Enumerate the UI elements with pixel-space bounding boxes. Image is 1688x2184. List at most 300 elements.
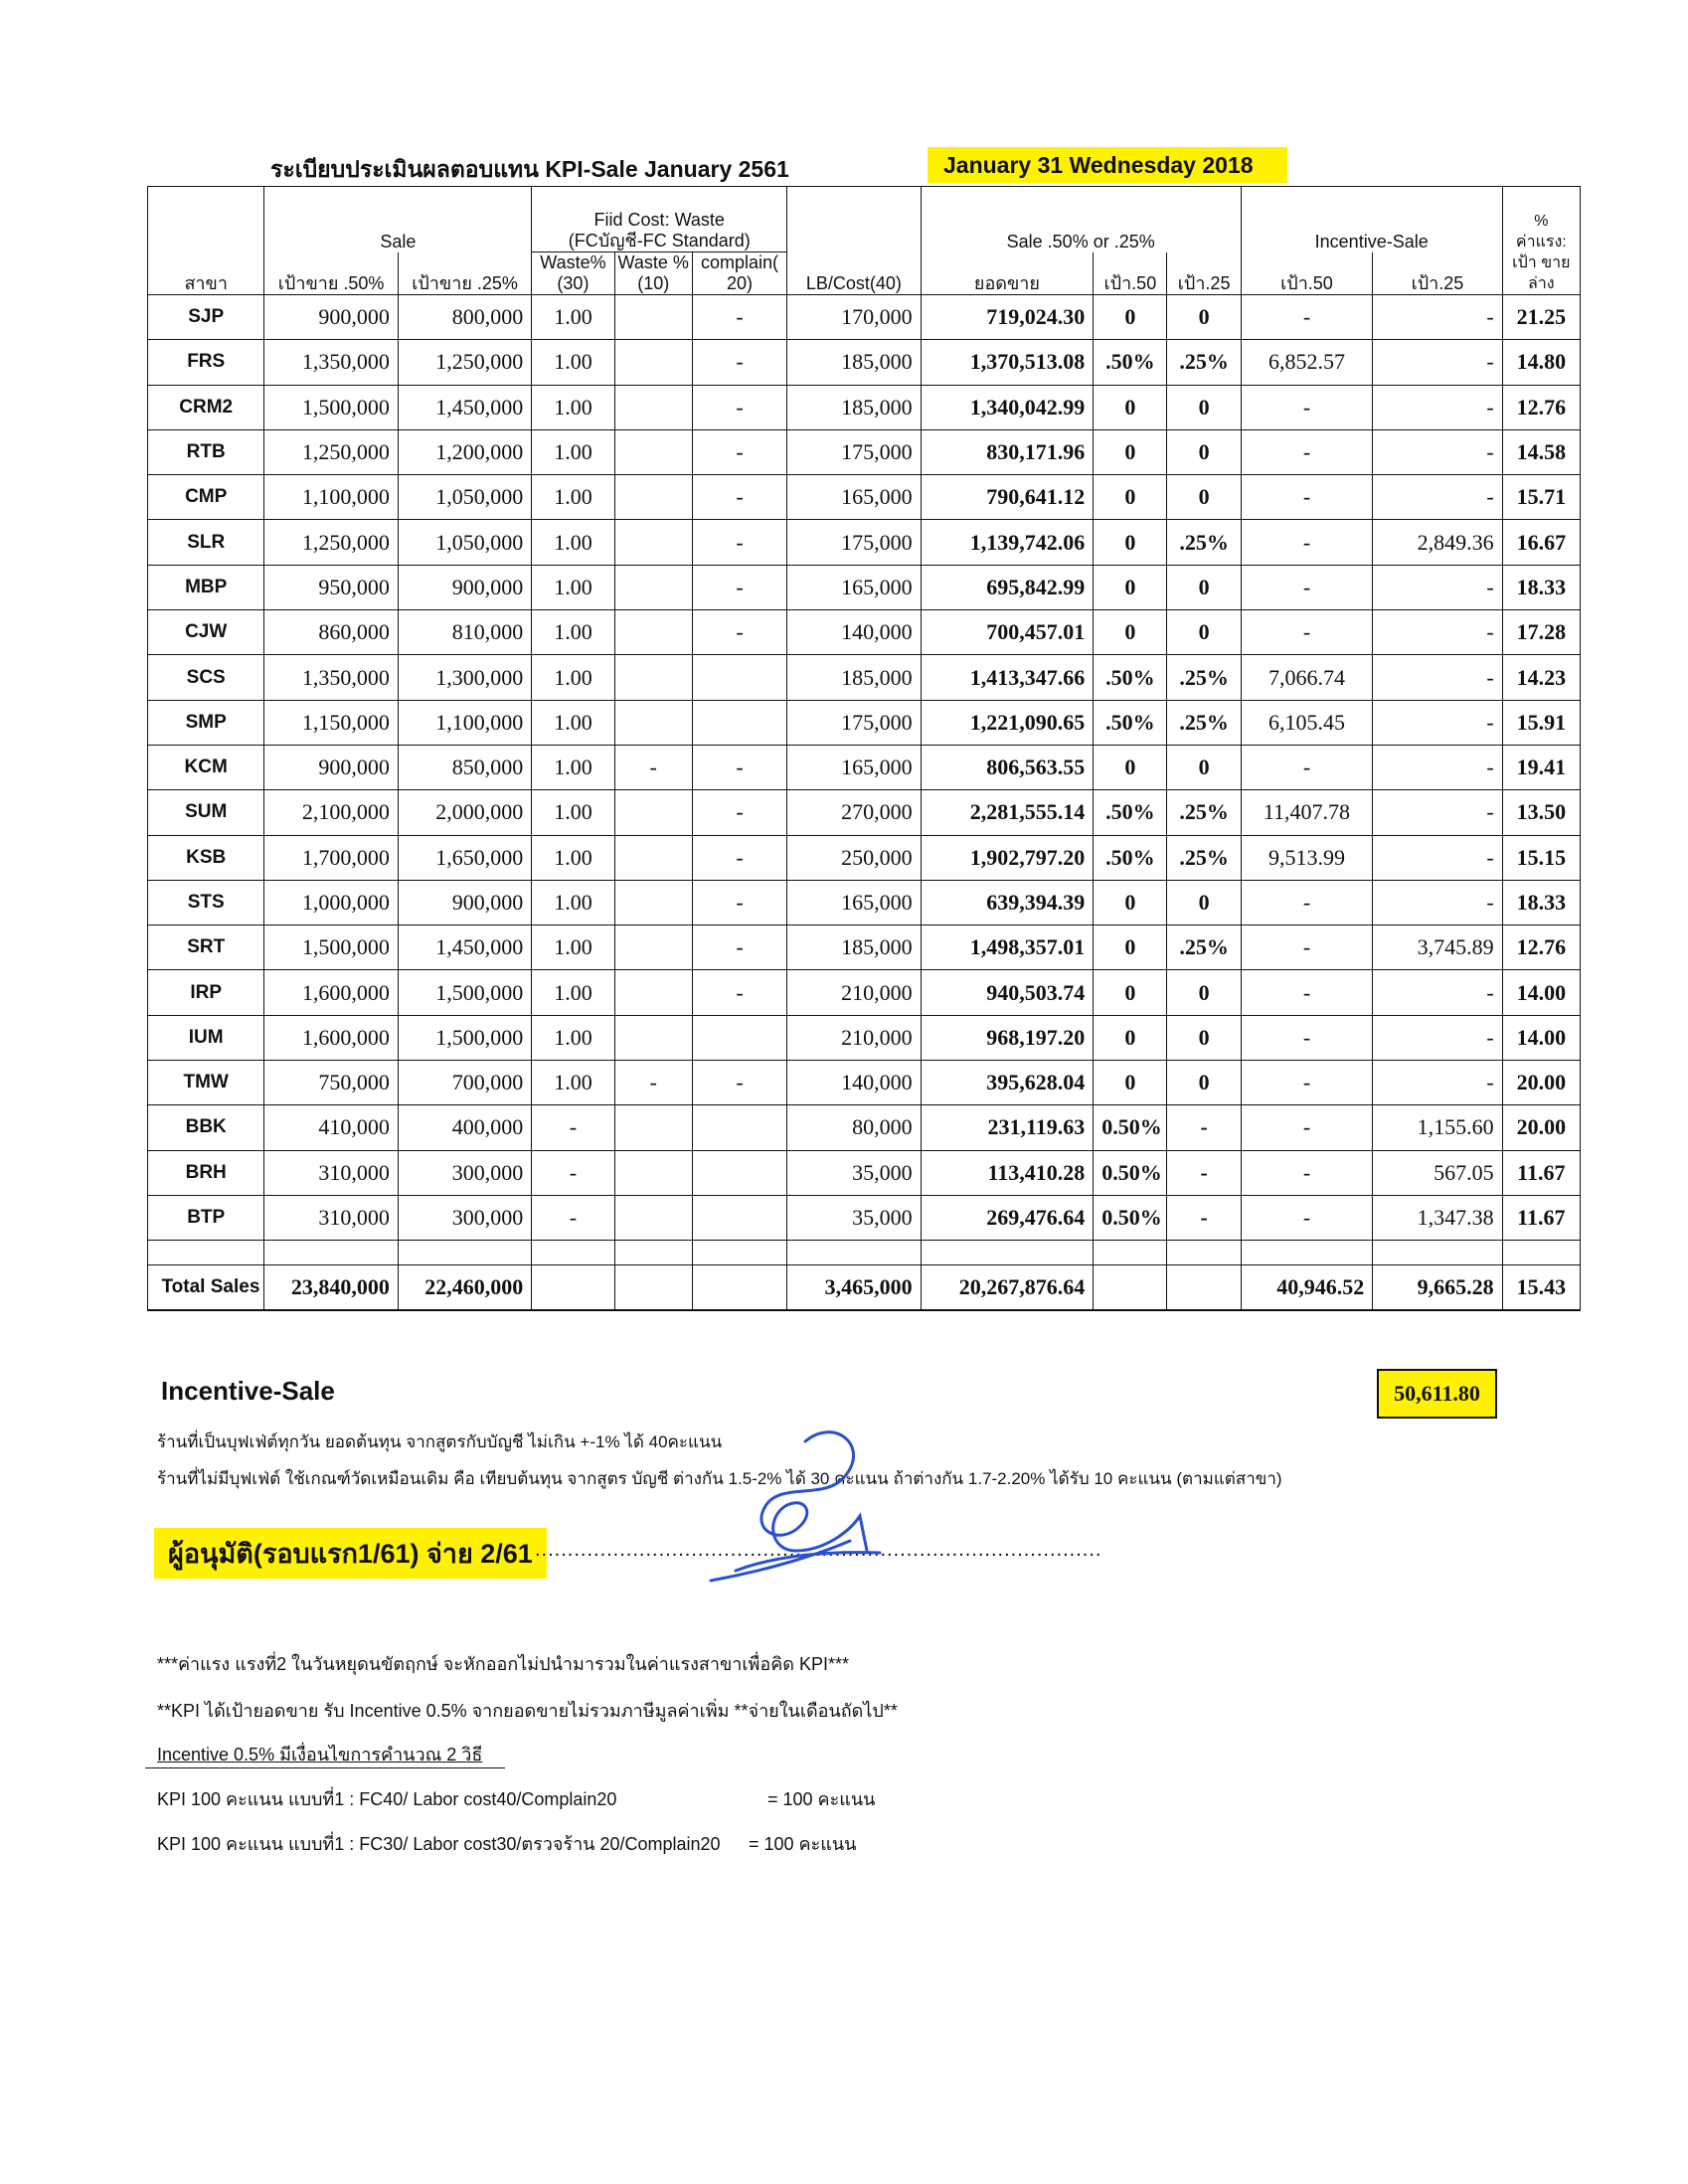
labor-pct-cell: 20.00	[1502, 1105, 1580, 1150]
p25-cell: 0	[1167, 1061, 1241, 1105]
labor-pct-cell: 14.58	[1502, 429, 1580, 474]
col-target50: เป้าขาย .50%	[264, 252, 398, 295]
total-row	[148, 1265, 1581, 1311]
p50-cell: 0.50%	[1094, 1105, 1167, 1150]
waste10-cell	[614, 835, 692, 880]
total-t25-cell: 22,460,000	[398, 1265, 531, 1311]
complain-cell: -	[692, 565, 786, 609]
sales-cell: 2,281,555.14	[921, 790, 1094, 835]
kpi-table	[147, 186, 1581, 1311]
complain-cell	[692, 655, 786, 700]
inc50-cell: -	[1241, 1105, 1372, 1150]
p50-cell: .50%	[1094, 655, 1167, 700]
target25-cell: 900,000	[398, 565, 531, 609]
empty-cell	[1502, 1241, 1580, 1265]
waste10-cell	[614, 970, 692, 1015]
table-row	[148, 835, 1581, 880]
p25-cell: 0	[1167, 745, 1241, 789]
col-labor-pct: % ค่าแรง: เป้า ขายล่าง	[1502, 187, 1580, 295]
inc25-cell: -	[1373, 429, 1502, 474]
waste30-cell: 1.00	[532, 880, 614, 924]
inc50-cell: -	[1241, 745, 1372, 789]
total-empty-cell	[532, 1265, 614, 1311]
target50-cell: 1,100,000	[264, 475, 398, 520]
waste10-cell	[614, 295, 692, 340]
branch-cell: RTB	[148, 429, 264, 474]
incentive-label: Incentive-Sale	[161, 1376, 335, 1406]
lbcost-cell: 175,000	[787, 429, 921, 474]
col-p50: เป้า.50	[1094, 252, 1167, 295]
waste10-cell: -	[614, 745, 692, 789]
col-fc-group: Fiid Cost: Waste (FCบัญชี-FC Standard)	[532, 187, 787, 252]
target25-cell: 1,500,000	[398, 970, 531, 1015]
table-row	[148, 520, 1581, 565]
table-row	[148, 340, 1581, 385]
labor-pct-cell: 14.80	[1502, 340, 1580, 385]
branch-cell: KCM	[148, 745, 264, 789]
lbcost-cell: 80,000	[787, 1105, 921, 1150]
kpi-formula-1-result: = 100 คะแนน	[767, 1789, 876, 1809]
empty-cell	[1373, 1241, 1502, 1265]
complain-cell	[692, 1105, 786, 1150]
waste10-cell	[614, 610, 692, 655]
waste10-cell	[614, 475, 692, 520]
inc25-cell: -	[1373, 610, 1502, 655]
lbcost-cell: 250,000	[787, 835, 921, 880]
table-row	[148, 295, 1581, 340]
table-row	[148, 655, 1581, 700]
waste10-cell	[614, 925, 692, 970]
table-row	[148, 610, 1581, 655]
target25-cell: 1,050,000	[398, 520, 531, 565]
target50-cell: 1,250,000	[264, 520, 398, 565]
inc25-cell: 1,155.60	[1373, 1105, 1502, 1150]
waste30-cell: 1.00	[532, 700, 614, 745]
target50-cell: 310,000	[264, 1195, 398, 1240]
branch-cell: SJP	[148, 295, 264, 340]
p50-cell: 0	[1094, 1061, 1167, 1105]
lbcost-cell: 165,000	[787, 745, 921, 789]
waste30-cell: 1.00	[532, 835, 614, 880]
inc50-cell: -	[1241, 475, 1372, 520]
target25-cell: 1,500,000	[398, 1015, 531, 1060]
target25-cell: 1,650,000	[398, 835, 531, 880]
col-p25: เป้า.25	[1167, 252, 1241, 295]
target50-cell: 1,150,000	[264, 700, 398, 745]
sales-cell: 695,842.99	[921, 565, 1094, 609]
sales-cell: 968,197.20	[921, 1015, 1094, 1060]
labor-pct-cell: 15.91	[1502, 700, 1580, 745]
target25-cell: 810,000	[398, 610, 531, 655]
branch-cell: STS	[148, 880, 264, 924]
total-empty-cell	[1167, 1265, 1241, 1311]
waste10-cell	[614, 880, 692, 924]
sales-cell: 1,139,742.06	[921, 520, 1094, 565]
waste30-cell: 1.00	[532, 295, 614, 340]
waste10-cell	[614, 1015, 692, 1060]
p25-cell: 0	[1167, 1015, 1241, 1060]
target50-cell: 1,500,000	[264, 925, 398, 970]
branch-cell: BRH	[148, 1150, 264, 1195]
branch-cell: CMP	[148, 475, 264, 520]
target25-cell: 1,300,000	[398, 655, 531, 700]
complain-cell	[692, 1015, 786, 1060]
inc25-cell: 1,347.38	[1373, 1195, 1502, 1240]
lbcost-cell: 175,000	[787, 700, 921, 745]
inc25-cell: -	[1373, 970, 1502, 1015]
waste10-cell: -	[614, 1061, 692, 1105]
target25-cell: 1,100,000	[398, 700, 531, 745]
inc50-cell: -	[1241, 970, 1372, 1015]
waste30-cell: 1.00	[532, 340, 614, 385]
inc25-cell: -	[1373, 745, 1502, 789]
inc25-cell: -	[1373, 790, 1502, 835]
p50-cell: 0	[1094, 429, 1167, 474]
target50-cell: 750,000	[264, 1061, 398, 1105]
table-row	[148, 790, 1581, 835]
kpi-formula-2: KPI 100 คะแนน แบบที่1 : FC30/ Labor cost30/ตรวจร้าน 20/Complain20	[157, 1834, 721, 1854]
empty-cell	[787, 1241, 921, 1265]
lbcost-cell: 35,000	[787, 1150, 921, 1195]
branch-cell: SLR	[148, 520, 264, 565]
inc50-cell: -	[1241, 429, 1372, 474]
inc25-cell: -	[1373, 835, 1502, 880]
complain-cell: -	[692, 295, 786, 340]
waste10-cell	[614, 1105, 692, 1150]
target50-cell: 1,350,000	[264, 655, 398, 700]
waste10-cell	[614, 655, 692, 700]
labor-pct-cell: 12.76	[1502, 925, 1580, 970]
empty-cell	[692, 1241, 786, 1265]
branch-cell: BTP	[148, 1195, 264, 1240]
empty-cell	[264, 1241, 398, 1265]
table-row	[148, 385, 1581, 429]
empty-cell	[1094, 1241, 1167, 1265]
sales-cell: 1,498,357.01	[921, 925, 1094, 970]
complain-cell: -	[692, 340, 786, 385]
lbcost-cell: 170,000	[787, 295, 921, 340]
target50-cell: 310,000	[264, 1150, 398, 1195]
sales-cell: 719,024.30	[921, 295, 1094, 340]
lbcost-cell: 165,000	[787, 565, 921, 609]
complain-cell: -	[692, 925, 786, 970]
table-row	[148, 925, 1581, 970]
sales-cell: 1,902,797.20	[921, 835, 1094, 880]
inc50-cell: -	[1241, 1061, 1372, 1105]
signature-line: .......................................................................................	[535, 1539, 1102, 1561]
branch-cell: SCS	[148, 655, 264, 700]
complain-cell: -	[692, 880, 786, 924]
lbcost-cell: 270,000	[787, 790, 921, 835]
total-empty-cell	[1094, 1265, 1167, 1311]
target25-cell: 1,200,000	[398, 429, 531, 474]
labor-pct-cell: 14.00	[1502, 970, 1580, 1015]
inc50-cell: -	[1241, 1150, 1372, 1195]
inc50-cell: 9,513.99	[1241, 835, 1372, 880]
complain-cell: -	[692, 429, 786, 474]
p25-cell: -	[1167, 1150, 1241, 1195]
p50-cell: 0	[1094, 385, 1167, 429]
waste30-cell: -	[532, 1195, 614, 1240]
labor-pct-cell: 17.28	[1502, 610, 1580, 655]
inc25-cell: -	[1373, 295, 1502, 340]
waste30-cell: 1.00	[532, 1015, 614, 1060]
inc25-cell: -	[1373, 1061, 1502, 1105]
sales-cell: 1,221,090.65	[921, 700, 1094, 745]
approval-label: ผู้อนุมัติ(รอบแรก1/61) จ่าย 2/61	[154, 1528, 547, 1579]
branch-cell: SUM	[148, 790, 264, 835]
target25-cell: 900,000	[398, 880, 531, 924]
complain-cell	[692, 1195, 786, 1240]
table-row	[148, 1061, 1581, 1105]
branch-cell: SRT	[148, 925, 264, 970]
target25-cell: 400,000	[398, 1105, 531, 1150]
p50-cell: 0	[1094, 565, 1167, 609]
sales-cell: 269,476.64	[921, 1195, 1094, 1240]
col-complain20: complain( 20)	[692, 252, 786, 295]
total-pct-cell: 15.43	[1502, 1265, 1580, 1311]
target50-cell: 1,600,000	[264, 1015, 398, 1060]
inc50-cell: -	[1241, 385, 1372, 429]
table-row	[148, 1195, 1581, 1240]
inc25-cell: -	[1373, 655, 1502, 700]
p50-cell: 0	[1094, 520, 1167, 565]
labor-pct-cell: 15.71	[1502, 475, 1580, 520]
kpi-formula-2-result: = 100 คะแนน	[749, 1834, 857, 1854]
labor-pct-cell: 15.15	[1502, 835, 1580, 880]
p25-cell: 0	[1167, 429, 1241, 474]
target25-cell: 700,000	[398, 1061, 531, 1105]
complain-cell: -	[692, 835, 786, 880]
p50-cell: 0	[1094, 745, 1167, 789]
inc50-cell: -	[1241, 1195, 1372, 1240]
lbcost-cell: 35,000	[787, 1195, 921, 1240]
p25-cell: .25%	[1167, 700, 1241, 745]
table-row	[148, 700, 1581, 745]
p50-cell: .50%	[1094, 340, 1167, 385]
p25-cell: .25%	[1167, 340, 1241, 385]
lbcost-cell: 165,000	[787, 880, 921, 924]
target50-cell: 1,500,000	[264, 385, 398, 429]
total-i50-cell: 40,946.52	[1241, 1265, 1372, 1311]
target25-cell: 800,000	[398, 295, 531, 340]
p50-cell: .50%	[1094, 700, 1167, 745]
col-waste10: Waste %(10)	[614, 252, 692, 295]
table-row	[148, 429, 1581, 474]
p25-cell: 0	[1167, 565, 1241, 609]
branch-cell: IUM	[148, 1015, 264, 1060]
waste30-cell: -	[532, 1150, 614, 1195]
sales-cell: 1,340,042.99	[921, 385, 1094, 429]
total-i25-cell: 9,665.28	[1373, 1265, 1502, 1311]
p50-cell: 0	[1094, 925, 1167, 970]
sales-cell: 231,119.63	[921, 1105, 1094, 1150]
waste30-cell: 1.00	[532, 385, 614, 429]
inc25-cell: -	[1373, 475, 1502, 520]
empty-cell	[1167, 1241, 1241, 1265]
signature-scribble	[686, 1422, 885, 1600]
complain-cell: -	[692, 1061, 786, 1105]
labor-pct-cell: 11.67	[1502, 1195, 1580, 1240]
waste30-cell: 1.00	[532, 520, 614, 565]
inc25-cell: -	[1373, 1015, 1502, 1060]
p25-cell: 0	[1167, 610, 1241, 655]
table-row	[148, 565, 1581, 609]
target25-cell: 1,450,000	[398, 385, 531, 429]
inc50-cell: -	[1241, 880, 1372, 924]
branch-cell: BBK	[148, 1105, 264, 1150]
branch-cell: CRM2	[148, 385, 264, 429]
waste10-cell	[614, 565, 692, 609]
footnote-1: ***ค่าแรง แรงที่2 ในวันหยุดนขัตฤกษ์ จะหักออกไม่ปนำมารวมในค่าแรงสาขาเพื่อคิด KPI***	[157, 1654, 849, 1674]
p50-cell: 0	[1094, 475, 1167, 520]
inc25-cell: 3,745.89	[1373, 925, 1502, 970]
waste30-cell: 1.00	[532, 1061, 614, 1105]
lbcost-cell: 210,000	[787, 1015, 921, 1060]
sales-cell: 113,410.28	[921, 1150, 1094, 1195]
waste10-cell	[614, 340, 692, 385]
sales-cell: 1,370,513.08	[921, 340, 1094, 385]
waste30-cell: -	[532, 1105, 614, 1150]
total-t50-cell: 23,840,000	[264, 1265, 398, 1311]
document-title: ระเบียบประเมินผลตอบแทน KPI-Sale January 2561	[270, 156, 789, 182]
date-highlight: January 31 Wednesday 2018	[928, 147, 1287, 183]
branch-cell: CJW	[148, 610, 264, 655]
waste10-cell	[614, 429, 692, 474]
p25-cell: -	[1167, 1105, 1241, 1150]
inc50-cell: 6,105.45	[1241, 700, 1372, 745]
inc25-cell: 567.05	[1373, 1150, 1502, 1195]
target25-cell: 1,050,000	[398, 475, 531, 520]
inc50-cell: -	[1241, 565, 1372, 609]
note-line-2: ร้านที่ไม่มีบุฟเฟ่ต์ ใช้เกณฑ์วัดเหมือนเดิม คือ เทียบต้นทุน จากสูตร บัญชี ต่างกัน 1.5-2% ได้ 30 คะแนน ถ้าต่างกัน 1.7-2.20% ได้รับ 10 คะแนน (ตามแต่สาขา)	[157, 1469, 1282, 1488]
p50-cell: 0.50%	[1094, 1195, 1167, 1240]
p25-cell: .25%	[1167, 925, 1241, 970]
p25-cell: 0	[1167, 880, 1241, 924]
inc25-cell: 2,849.36	[1373, 520, 1502, 565]
table-row	[148, 1015, 1581, 1060]
lbcost-cell: 165,000	[787, 475, 921, 520]
col-branch: สาขา	[148, 187, 264, 295]
labor-pct-cell: 19.41	[1502, 745, 1580, 789]
inc25-cell: -	[1373, 880, 1502, 924]
p25-cell: .25%	[1167, 835, 1241, 880]
sales-cell: 639,394.39	[921, 880, 1094, 924]
complain-cell: -	[692, 475, 786, 520]
labor-pct-cell: 18.33	[1502, 565, 1580, 609]
complain-cell: -	[692, 385, 786, 429]
waste10-cell	[614, 1150, 692, 1195]
p50-cell: 0	[1094, 295, 1167, 340]
total-label-cell: Total Sales	[148, 1265, 264, 1311]
p50-cell: 0.50%	[1094, 1150, 1167, 1195]
inc50-cell: -	[1241, 295, 1372, 340]
total-sales-cell: 20,267,876.64	[921, 1265, 1094, 1311]
target50-cell: 950,000	[264, 565, 398, 609]
p25-cell: 0	[1167, 385, 1241, 429]
empty-cell	[1241, 1241, 1372, 1265]
p50-cell: 0	[1094, 1015, 1167, 1060]
target25-cell: 300,000	[398, 1195, 531, 1240]
inc50-cell: -	[1241, 1015, 1372, 1060]
branch-cell: SMP	[148, 700, 264, 745]
incentive-total: 50,611.80	[1377, 1369, 1497, 1419]
sales-cell: 830,171.96	[921, 429, 1094, 474]
branch-cell: IRP	[148, 970, 264, 1015]
p50-cell: 0	[1094, 880, 1167, 924]
p50-cell: .50%	[1094, 790, 1167, 835]
target50-cell: 860,000	[264, 610, 398, 655]
sales-cell: 1,413,347.66	[921, 655, 1094, 700]
inc25-cell: -	[1373, 385, 1502, 429]
footnote-2: **KPI ได้เป้ายอดขาย รับ Incentive 0.5% จากยอดขายไม่รวมภาษีมูลค่าเพิ่ม **จ่ายในเดือนถัดไป**	[157, 1701, 898, 1721]
target50-cell: 1,000,000	[264, 880, 398, 924]
complain-cell: -	[692, 520, 786, 565]
target50-cell: 2,100,000	[264, 790, 398, 835]
col-sale-pct-group: Sale .50% or .25%	[921, 187, 1241, 252]
target25-cell: 300,000	[398, 1150, 531, 1195]
table-row	[148, 970, 1581, 1015]
target50-cell: 1,700,000	[264, 835, 398, 880]
labor-pct-cell: 16.67	[1502, 520, 1580, 565]
complain-cell: -	[692, 790, 786, 835]
empty-cell	[614, 1241, 692, 1265]
waste30-cell: 1.00	[532, 970, 614, 1015]
lbcost-cell: 185,000	[787, 925, 921, 970]
col-waste30: Waste% (30)	[532, 252, 614, 295]
lbcost-cell: 175,000	[787, 520, 921, 565]
p25-cell: .25%	[1167, 520, 1241, 565]
target25-cell: 1,450,000	[398, 925, 531, 970]
waste30-cell: 1.00	[532, 429, 614, 474]
p50-cell: .50%	[1094, 835, 1167, 880]
col-sale-group: Sale	[264, 187, 532, 252]
complain-cell	[692, 1150, 786, 1195]
waste10-cell	[614, 1195, 692, 1240]
target50-cell: 410,000	[264, 1105, 398, 1150]
complain-cell: -	[692, 970, 786, 1015]
lbcost-cell: 140,000	[787, 1061, 921, 1105]
p25-cell: -	[1167, 1195, 1241, 1240]
total-lb-cell: 3,465,000	[787, 1265, 921, 1311]
waste10-cell	[614, 385, 692, 429]
lbcost-cell: 185,000	[787, 655, 921, 700]
p50-cell: 0	[1094, 970, 1167, 1015]
branch-cell: MBP	[148, 565, 264, 609]
branch-cell: KSB	[148, 835, 264, 880]
footnote-rule	[145, 1767, 505, 1768]
waste30-cell: 1.00	[532, 655, 614, 700]
inc25-cell: -	[1373, 700, 1502, 745]
target50-cell: 900,000	[264, 745, 398, 789]
sales-cell: 806,563.55	[921, 745, 1094, 789]
lbcost-cell: 185,000	[787, 340, 921, 385]
col-sales: ยอดขาย	[921, 252, 1094, 295]
col-inc25: เป้า.25	[1373, 252, 1502, 295]
target25-cell: 2,000,000	[398, 790, 531, 835]
empty-cell	[532, 1241, 614, 1265]
spacer-row	[148, 1241, 1581, 1265]
complain-cell: -	[692, 610, 786, 655]
table-row	[148, 475, 1581, 520]
table-row	[148, 1150, 1581, 1195]
empty-cell	[148, 1241, 264, 1265]
lbcost-cell: 185,000	[787, 385, 921, 429]
waste30-cell: 1.00	[532, 925, 614, 970]
labor-pct-cell: 21.25	[1502, 295, 1580, 340]
inc50-cell: 6,852.57	[1241, 340, 1372, 385]
inc50-cell: -	[1241, 925, 1372, 970]
